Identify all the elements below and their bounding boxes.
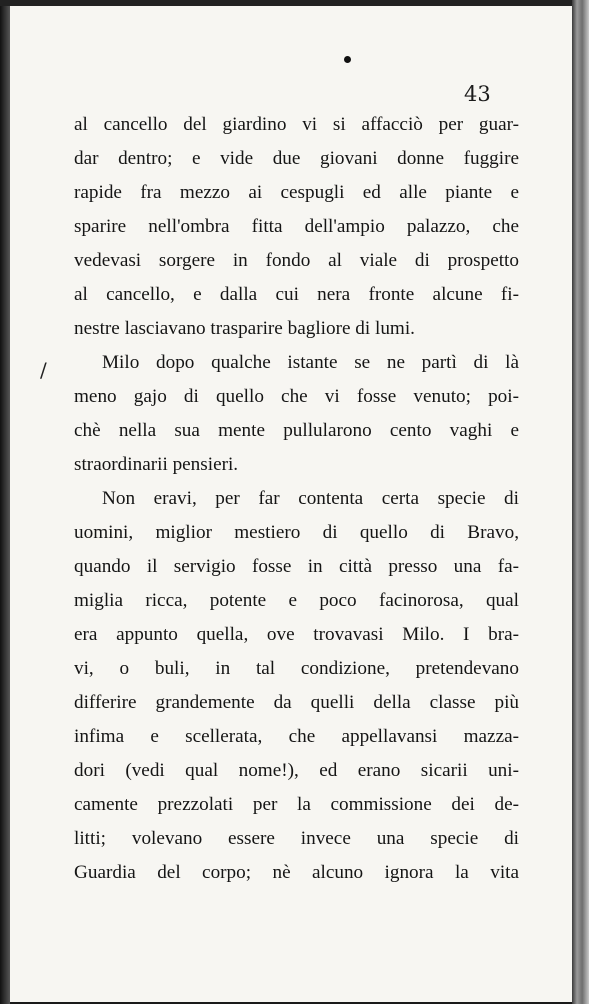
ink-dot-mark bbox=[344, 56, 351, 63]
text-line: miglia ricca, potente e poco facinorosa, qual bbox=[74, 590, 519, 611]
text-line: chè nella sua mente pullularono cento vaghi e bbox=[74, 420, 519, 441]
text-line: quando il servigio fosse in città presso una fa- bbox=[74, 556, 519, 577]
text-line: Guardia del corpo; nè alcuno ignora la vita bbox=[74, 862, 519, 883]
text-line: dar dentro; e vide due giovani donne fuggire bbox=[74, 148, 519, 169]
book-page bbox=[10, 6, 572, 1002]
text-line: rapide fra mezzo ai cespugli ed alle piante e bbox=[74, 182, 519, 203]
text-line: vedevasi sorgere in fondo al viale di prospetto bbox=[74, 250, 519, 271]
text-line: uomini, miglior mestiero di quello di Bravo, bbox=[74, 522, 519, 543]
page-number: 43 bbox=[464, 82, 491, 106]
margin-pencil-mark: / bbox=[40, 358, 47, 382]
text-line: straordinarii pensieri. bbox=[74, 454, 239, 475]
text-line: sparire nell'ombra fitta dell'ampio palazzo, che bbox=[74, 216, 519, 237]
text-line: al cancello, e dalla cui nera fronte alcune fi- bbox=[74, 284, 519, 305]
text-line: dori (vedi qual nome!), ed erano sicarii uni- bbox=[74, 760, 519, 781]
text-line: litti; volevano essere invece una specie di bbox=[74, 828, 519, 849]
text-line: camente prezzolati per la commissione dei de- bbox=[74, 794, 519, 815]
text-line: al cancello del giardino vi si affacciò per guar- bbox=[74, 114, 519, 135]
text-line: nestre lasciavano trasparire bagliore di lumi. bbox=[74, 318, 415, 339]
text-line: meno gajo di quello che vi fosse venuto; poi- bbox=[74, 386, 519, 407]
text-line: Milo dopo qualche istante se ne partì di là bbox=[102, 352, 519, 373]
text-line: differire grandemente da quelli della classe più bbox=[74, 692, 519, 713]
text-line: infima e scellerata, che appellavansi mazza- bbox=[74, 726, 519, 747]
text-line: Non eravi, per far contenta certa specie di bbox=[102, 488, 519, 509]
text-line: era appunto quella, ove trovavasi Milo. I bra- bbox=[74, 624, 519, 645]
book-gutter-left bbox=[0, 0, 10, 1004]
text-line: vi, o buli, in tal condizione, pretendevano bbox=[74, 658, 519, 679]
book-page-edges-right bbox=[572, 0, 589, 1004]
